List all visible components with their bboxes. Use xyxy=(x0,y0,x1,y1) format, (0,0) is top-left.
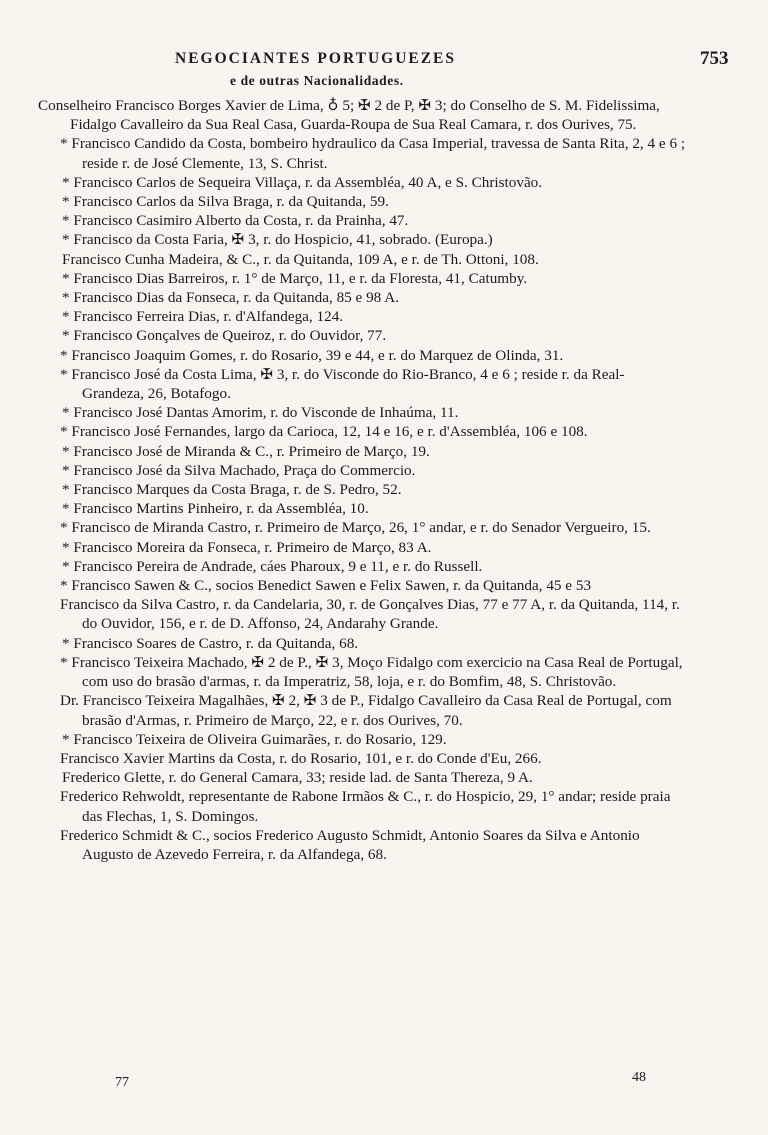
list-item: * Francisco Martins Pinheiro, r. da Assembléa, 10. xyxy=(62,500,369,518)
list-item: * Francisco Marques da Costa Braga, r. de S. Pedro, 52. xyxy=(62,481,402,499)
list-item: * Francisco Teixeira de Oliveira Guimarães, r. do Rosario, 129. xyxy=(62,730,447,748)
list-item: * Francisco Dias da Fonseca, r. da Quitanda, 85 e 98 A. xyxy=(62,289,400,307)
list-item: * Francisco da Costa Faria, ✠ 3, r. do Hospicio, 41, sobrado. (Europa.) xyxy=(62,231,493,249)
page-number: 753 xyxy=(700,48,729,69)
list-item: * Francisco Moreira da Fonseca, r. Primeiro de Março, 83 A. xyxy=(62,538,432,556)
list-item: * Francisco de Miranda Castro, r. Primeiro de Março, 26, 1° andar, e r. do Senador Vergueiro, 15. xyxy=(60,519,651,537)
list-item: Francisco da Silva Castro, r. da Candelaria, 30, r. de Gonçalves Dias, 77 e 77 A, r. da Quitanda, 114, r. do Ouvidor, 156, e r. de D. Affonso, 24, Andarahy Grande. xyxy=(60,596,680,633)
list-item: * Francisco José de Miranda & C., r. Primeiro de Março, 19. xyxy=(62,442,430,460)
list-item: * Francisco Carlos de Sequeira Villaça, r. da Assembléa, 40 A, e S. Christovão. xyxy=(62,173,543,191)
list-item: * Francisco Sawen & C., socios Benedict Sawen e Felix Sawen, r. da Quitanda, 45 e 53 xyxy=(60,577,592,595)
list-item: * Francisco Teixeira Machado, ✠ 2 de P., ✠ 3, Moço Fidalgo com exercicio na Casa Real de Portugal, com uso do brasão d'armas, r. da Imperatriz, 58, loja, e r. do Bomfim, 48, S. Christovão. xyxy=(60,653,683,691)
footer-signature-right: 48 xyxy=(632,1070,646,1085)
list-item: * Francisco José da Silva Machado, Praça do Commercio. xyxy=(62,461,416,479)
list-item: * Francisco Gonçalves de Queiroz, r. do Ouvidor, 77. xyxy=(62,327,387,345)
page-subtitle: e de outras Nacionalidades. xyxy=(230,73,404,88)
page-title: NEGOCIANTES PORTUGUEZES xyxy=(175,50,457,67)
list-item: Conselheiro Francisco Borges Xavier de Lima, ♁ 5; ✠ 2 de P, ✠ 3; do Conselho de S. M. Fidelissima, Fidalgo Cavalleiro da Sua Real Casa, Guarda-Roupa de Sua Real Camara, r. dos Ourives, 75. xyxy=(38,97,660,134)
footer-signature-left: 77 xyxy=(115,1075,129,1090)
list-item: * Francisco José da Costa Lima, ✠ 3, r. do Visconde do Rio-Branco, 4 e 6 ; reside r. da Real-Grandeza, 26, Botafogo. xyxy=(60,365,625,403)
list-item: * Francisco Casimiro Alberto da Costa, r. da Prainha, 47. xyxy=(62,212,409,230)
list-item: * Francisco Ferreira Dias, r. d'Alfandega, 124. xyxy=(62,308,344,326)
list-item: * Francisco Pereira de Andrade, cáes Pharoux, 9 e 11, e r. do Russell. xyxy=(62,557,483,575)
list-item: * Francisco Carlos da Silva Braga, r. da Quitanda, 59. xyxy=(62,193,389,211)
list-item: * Francisco Candido da Costa, bombeiro hydraulico da Casa Imperial, travessa de Santa Rita, 2, 4 e 6 ; reside r. de José Clemente, 13, S. Christ. xyxy=(60,135,686,172)
list-item: Frederico Rehwoldt, representante de Rabone Irmãos & C., r. do Hospicio, 29, 1° andar; reside praia das Flechas, 1, S. Domingos. xyxy=(60,788,671,825)
list-item: Dr. Francisco Teixeira Magalhães, ✠ 2, ✠ 3 de P., Fidalgo Cavalleiro da Casa Real de Portugal, com brasão d'Armas, r. Primeiro de Março, 22, e r. dos Ourives, 70. xyxy=(60,692,672,729)
list-item: Frederico Schmidt & C., socios Frederico Augusto Schmidt, Antonio Soares da Silva e Antonio Augusto de Azevedo Ferreira, r. da Alfandega, 68. xyxy=(60,826,640,863)
list-item: Frederico Glette, r. do General Camara, 33; reside lad. de Santa Thereza, 9 A. xyxy=(62,769,533,787)
list-item: * Francisco José Fernandes, largo da Carioca, 12, 14 e 16, e r. d'Assembléa, 106 e 108. xyxy=(60,423,588,441)
list-item: * Francisco Soares de Castro, r. da Quitanda, 68. xyxy=(62,634,359,652)
list-item: Francisco Xavier Martins da Costa, r. do Rosario, 101, e r. do Conde d'Eu, 266. xyxy=(60,749,542,767)
list-item: * Francisco Dias Barreiros, r. 1° de Março, 11, e r. da Floresta, 41, Catumby. xyxy=(62,269,528,287)
entries-list xyxy=(36,96,686,864)
list-item: Francisco Cunha Madeira, & C., r. da Quitanda, 109 A, e r. de Th. Ottoni, 108. xyxy=(62,250,539,268)
list-item: * Francisco José Dantas Amorim, r. do Visconde de Inhaúma, 11. xyxy=(62,404,459,422)
list-item: * Francisco Joaquim Gomes, r. do Rosario, 39 e 44, e r. do Marquez de Olinda, 31. xyxy=(60,346,564,364)
